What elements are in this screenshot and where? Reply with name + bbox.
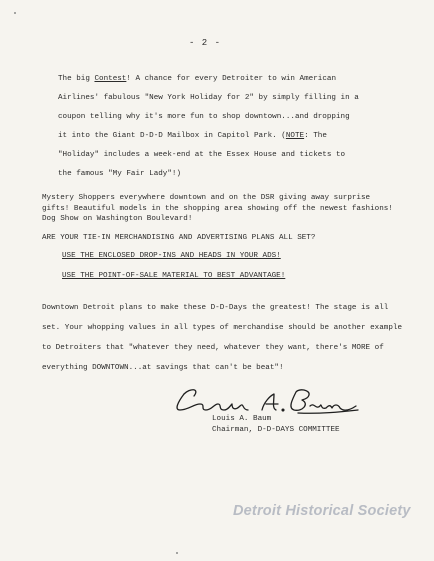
closing-paragraph bbox=[42, 298, 403, 378]
merchandising-question: ARE YOUR TIE-IN MERCHANDISING AND ADVERTISING PLANS ALL SET? bbox=[42, 234, 316, 242]
paragraph-line: Airlines' fabulous "New York Holiday for 2" by simply filling in a bbox=[58, 94, 359, 102]
paragraph-line: to Detroiters that "whatever they need, whatever they want, there's MORE of bbox=[42, 344, 384, 352]
drop-ins-instruction: USE THE ENCLOSED DROP-INS AND HEADS IN YOUR ADS! bbox=[62, 252, 281, 260]
text-run: ! A chance for every Detroiter to win American bbox=[126, 75, 336, 83]
text-run: it into the Giant D-D-D Mailbox in Capitol Park. ( bbox=[58, 132, 286, 140]
text-run: : The bbox=[304, 132, 327, 140]
paragraph-line: set. Your whopping values in all types of merchandise should be another example bbox=[42, 324, 403, 332]
paper-speck bbox=[176, 552, 178, 554]
paragraph-line: everything DOWNTOWN...at savings that can't be beat"! bbox=[42, 364, 284, 372]
signer-title: Chairman, D-D-DAYS COMMITTEE bbox=[212, 426, 340, 434]
watermark: Detroit Historical Society bbox=[233, 503, 411, 519]
paragraph-line bbox=[58, 127, 378, 146]
note-underlined: NOTE bbox=[285, 132, 305, 140]
paragraph-line: the famous "My Fair Lady"!) bbox=[58, 170, 182, 178]
contest-underlined: Contest bbox=[94, 75, 127, 83]
text-run: The big bbox=[58, 75, 95, 83]
paragraph-line: "Holiday" includes a week-end at the Essex House and tickets to bbox=[58, 151, 346, 159]
paragraph-line bbox=[58, 70, 378, 89]
paragraph-line: Downtown Detroit plans to make these D-D-Days the greatest! The stage is all bbox=[42, 304, 389, 312]
page-number: - 2 - bbox=[189, 38, 222, 48]
contest-paragraph bbox=[58, 70, 378, 184]
signer-name: Louis A. Baum bbox=[212, 415, 272, 423]
paper-speck bbox=[14, 12, 16, 14]
paragraph-line: coupon telling why it's more fun to shop downtown...and dropping bbox=[58, 113, 350, 121]
point-of-sale-instruction: USE THE POINT-OF-SALE MATERIAL TO BEST ADVANTAGE! bbox=[62, 272, 286, 280]
events-paragraph: Mystery Shoppers everywhere downtown and on the DSR giving away surprise gifts! Beautiful models in the shopping area showing off the newest fashions! Dog Show on Washington Boulevard! bbox=[42, 194, 393, 223]
